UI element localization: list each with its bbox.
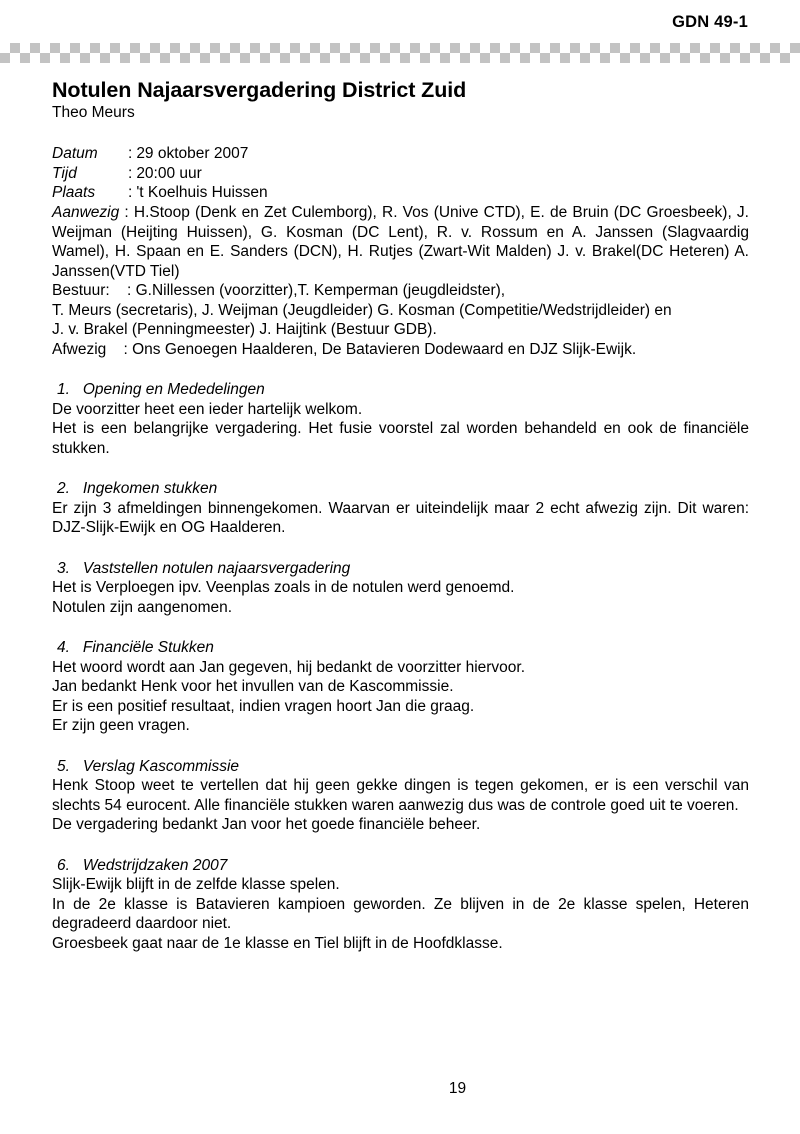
section-body: [52, 875, 749, 953]
meta-label-bestuur-suffix: :: [105, 282, 110, 300]
section-3: [52, 559, 749, 618]
document-author: Theo Meurs: [52, 104, 135, 122]
section-heading: 3. Vaststellen notulen najaarsvergadering: [57, 559, 351, 577]
meeting-metadata-block: [52, 144, 749, 359]
meta-value-afwezig: Ons Genoegen Haalderen, De Batavieren Dodewaard en DJZ Slijk-Ewijk.: [132, 340, 637, 358]
meta-separator: :: [106, 340, 133, 358]
meta-paragraph-bestuur-line3: J. v. Brakel (Penningmeester) J. Haijtink (Bestuur GDB).: [52, 321, 437, 339]
section-paragraph: Het is een belangrijke vergadering. Het fusie voorstel zal worden behandeld en ook de financiële stukken.: [52, 420, 749, 457]
section-2: [52, 479, 749, 538]
meta-separator: :: [128, 164, 133, 182]
section-paragraph: De vergadering bedankt Jan voor het goede financiële beheer.: [52, 816, 481, 834]
section-heading: 5. Verslag Kascommissie: [57, 757, 240, 775]
section-heading: 6. Wedstrijdzaken 2007: [57, 856, 228, 874]
section-paragraph: Groesbeek gaat naar de 1e klasse en Tiel blijft in de Hoofdklasse.: [52, 934, 503, 952]
section-paragraph: In de 2e klasse is Batavieren kampioen geworden. Ze blijven in de 2e klasse spelen, Heteren degradeerd daardoor niet.: [52, 895, 749, 933]
meta-label-tijd: Tijd: [52, 164, 77, 182]
section-paragraph: De voorzitter heet een ieder hartelijk welkom.: [52, 400, 363, 418]
meta-paragraph-bestuur-line1: [52, 281, 749, 301]
meta-paragraph-bestuur-line2: T. Meurs (secretaris), J. Weijman (Jeugdleider) G. Kosman (Competitie/Wedstrijdleider) en: [52, 301, 672, 319]
section-paragraph: Notulen zijn aangenomen.: [52, 598, 233, 616]
section-paragraph: Slijk-Ewijk blijft in de zelfde klasse spelen.: [52, 876, 340, 894]
section-6: [52, 856, 749, 954]
meta-row: [52, 164, 749, 184]
meta-value-plaats: 't Koelhuis Huissen: [136, 184, 268, 202]
section-5: [52, 757, 749, 835]
meta-label-afwezig: Afwezig: [52, 340, 107, 358]
section-heading: 2. Ingekomen stukken: [57, 480, 218, 498]
meta-separator: :: [128, 184, 133, 202]
section-body: [52, 578, 749, 617]
section-heading: 1. Opening en Mededelingen: [57, 381, 265, 399]
header-publication-code: GDN 49-1: [672, 13, 748, 31]
section-body: [52, 400, 749, 459]
section-paragraph: Er zijn geen vragen.: [52, 717, 190, 735]
meta-separator: :: [109, 282, 136, 300]
section-body: [52, 776, 749, 835]
meta-row: [52, 183, 749, 203]
section-4: [52, 638, 749, 736]
page-title: Notulen Najaarsvergadering District Zuid: [52, 78, 467, 102]
section-body: [52, 658, 749, 736]
section-paragraph: Het is Verploegen ipv. Veenplas zoals in de notulen werd genoemd.: [52, 579, 515, 597]
meta-row: [52, 144, 749, 164]
page-header: [52, 14, 748, 32]
meta-value-bestuur-line1: G.Nillessen (voorzitter),T. Kemperman (jeugdleidster),: [135, 282, 506, 300]
meta-paragraph-afwezig: [52, 340, 749, 360]
section-1: [52, 380, 749, 458]
section-paragraph: Henk Stoop weet te vertellen dat hij geen gekke dingen is tegen gekomen, er is een verschil van slechts 54 eurocent. Alle financiële stukken waren aanwezig dus was de controle goed uit te voeren.: [52, 777, 749, 814]
meta-value-aanwezig: H.Stoop (Denk en Zet Culemborg), R. Vos (Unive CTD), E. de Bruin (DC Groesbeek), J. Weijman (Heijting Huissen), G. Kosman (DC Lent), R. v. Rossum en A. Janssen (Slagvaardig Wamel), H. Spaan en E. Sanders (DCN), H. Rutjes (Zwart-Wit Malden) J. v. Brakel(DC Heteren) A. Janssen(VTD Tiel): [52, 204, 749, 280]
meta-separator: :: [128, 145, 133, 163]
document-content: [52, 78, 749, 954]
meta-paragraph-aanwezig: [52, 203, 749, 281]
section-paragraph: Het woord wordt aan Jan gegeven, hij bedankt de voorzitter hiervoor.: [52, 658, 526, 676]
section-paragraph: Jan bedankt Henk voor het invullen van de Kascommissie.: [52, 678, 454, 696]
section-heading: 4. Financiële Stukken: [57, 639, 214, 657]
meta-label-bestuur: Bestuur: [52, 282, 106, 300]
section-paragraph: Er zijn 3 afmeldingen binnengekomen. Waarvan er uiteindelijk maar 2 echt afwezig zijn. Dit waren: DJZ-Slijk-Ewijk en OG Haalderen.: [52, 499, 749, 537]
meta-label-plaats: Plaats: [52, 184, 96, 202]
meta-label-aanwezig: Aanwezig: [52, 204, 120, 221]
meta-separator: :: [119, 204, 134, 221]
meta-label-datum: Datum: [52, 145, 98, 163]
checkerboard-divider: [0, 43, 800, 63]
meta-value-tijd: 20:00 uur: [136, 164, 202, 182]
section-paragraph: Er is een positief resultaat, indien vragen hoort Jan die graag.: [52, 697, 475, 715]
page-number: 19: [448, 1080, 467, 1097]
meta-value-datum: 29 oktober 2007: [136, 145, 249, 163]
section-body: [52, 499, 749, 538]
page-footer: [0, 1080, 800, 1098]
